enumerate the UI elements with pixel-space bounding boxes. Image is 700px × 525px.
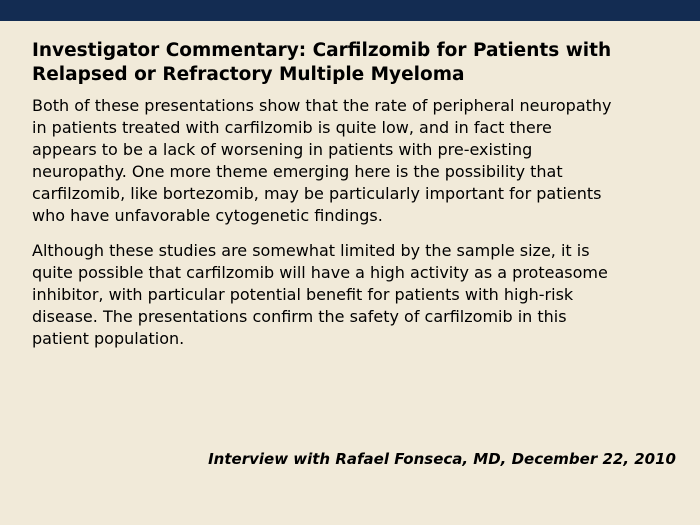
commentary-paragraph-1: Both of these presentations show that the rate of peripheral neuropathy in patients treated with carfilzomib is quite low, and in fact there appears to be a lack of worsening in patients with pre-existing neuropathy. One more theme emerging here is the possibility that carfilzomib, like bortezomib, may be particularly important for patients who have unfavorable cytogenetic findings.: [32, 96, 612, 225]
commentary-paragraph-2: Although these studies are somewhat limited by the sample size, it is quite possible that carfilzomib will have a high activity as a proteasome inhibitor, with particular potential benefit for patients with high-risk disease. The presentations confirm the safety of carfilzomib in this patient population.: [32, 241, 608, 348]
slide-title: Investigator Commentary: Carfilzomib for Patients with Relapsed or Refractory Multiple Myeloma: [32, 40, 612, 85]
interview-attribution: Interview with Rafael Fonseca, MD, December 22, 2010: [208, 450, 676, 468]
header-bar: [0, 0, 700, 21]
